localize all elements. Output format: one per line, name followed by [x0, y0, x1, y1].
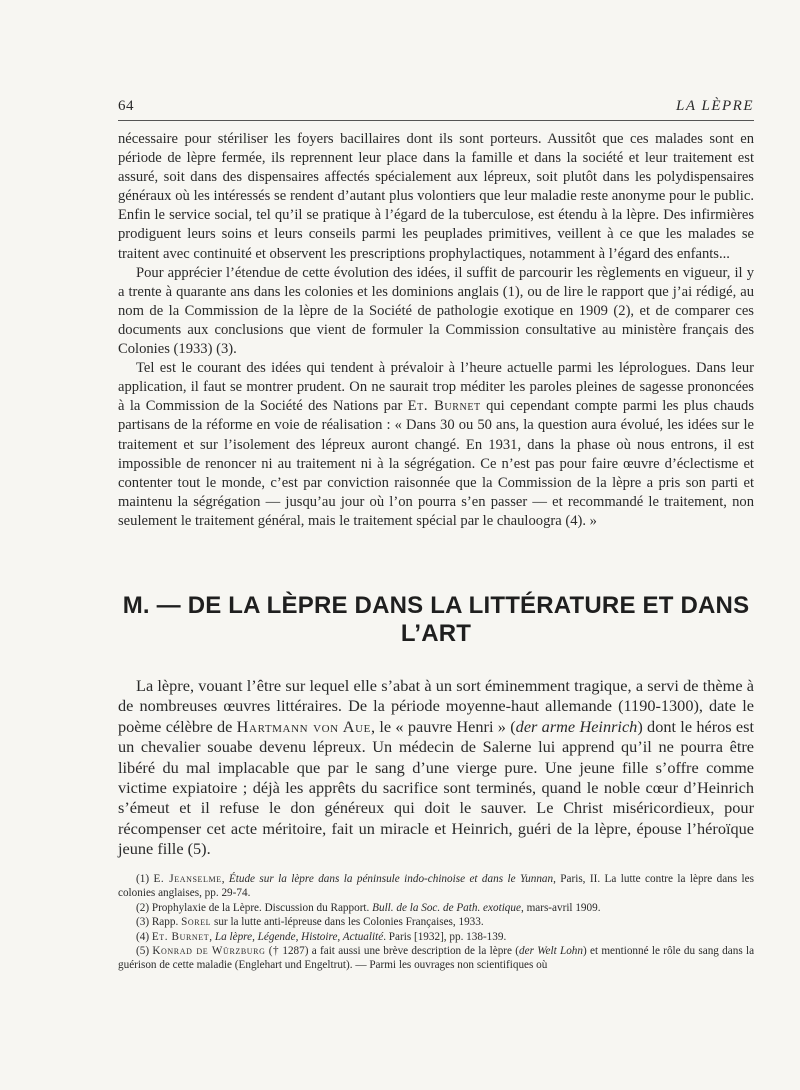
author-name: Et. Burnet [407, 398, 481, 415]
footnote-title: der Welt Lohn [519, 945, 583, 958]
footnote-author: Konrad de Würzburg [152, 945, 266, 958]
footnote-2 [118, 901, 754, 915]
work-title: der arme Heinrich [515, 716, 638, 736]
header-rule [118, 120, 754, 121]
author-name: Hartmann von Aue [236, 716, 371, 736]
footnote-author: Sorel [181, 916, 212, 929]
running-title: LA LÈPRE [676, 98, 754, 114]
footnote-5 [118, 944, 754, 973]
footnote-text: (4) [136, 930, 152, 943]
footnote-title: Étude sur la lèpre dans la péninsule indo-chinoise et dans le Yunnan [228, 873, 554, 885]
footnote-text: († 1287) a fait aussi une brève description de la lèpre ( [265, 945, 520, 958]
page-header [118, 98, 754, 115]
paragraph-text: ) dont le héros est un chevalier souabe devenu lépreux. Un médecin de Salerne lui apprend qu’il ne pourra être libéré du mal implacable que par le sang d’une vierge pure. Une jeune fille s’offre comme victime expiatoire ; déjà les apprêts du sacrifice sont terminés, quand le noble cœur d’Heinrich s’émeut et il refuse le don généreux qui doit le sauver. Le Christ miséricordieux, pour récompenser cet acte méritoire, fait un miracle et Heinrich, guéri de la lèpre, épouse l’héroïque jeune fille (5). [118, 716, 755, 859]
paragraph-text: , le « pauvre Henri » ( [370, 716, 516, 736]
paragraph-courant [118, 359, 754, 531]
footnote-text: , [209, 930, 215, 943]
footnote-text: , Paris, II. La lutte contre la lèpre dans les colonies anglaises, pp. 29-74. [118, 873, 754, 900]
body-text-top [118, 130, 754, 531]
footnote-text: ) et mentionné le rôle du sang dans la guérison de cette maladie (Englehart und Engeltrut). — Parmi les ouvrages non scientifiques où [118, 945, 755, 972]
footnote-number: (1) [136, 873, 154, 885]
paragraph-continued: nécessaire pour stériliser les foyers bacillaires dont ils sont porteurs. Aussitôt que ces malades sont en période de lèpre fermée, ils reprennent leur place dans la famille et dans la société et leur traitement est assuré, soit dans des dispensaires affectés spécialement aux lépreux, soit plutôt dans les polydispensaires généraux où les intéressés se rendent d’autant plus volontiers que leur maladie reste anonyme pour le public. Enfin le service social, tel qu’il se pratique à l’égard de la tuberculose, est étendu à la lèpre. Des infirmières prodiguent leurs soins et leurs conseils parmi les peuplades primitives, veillent à ce que les malades se traitent avec continuité et observent les prescriptions prophylactiques, notamment à l’égard des enfants... [118, 131, 754, 262]
footnote-text: , [221, 873, 229, 885]
footnote-text: . Paris [1932], pp. 138-139. [383, 930, 507, 943]
body-text-literature [118, 676, 754, 860]
footnote-3 [118, 915, 754, 929]
footnote-journal: Bull. de la Soc. de Path. exotique [372, 901, 521, 914]
footnote-title: La lèpre, Légende, Histoire, Actualité [214, 930, 384, 943]
footnote-text: (5) [136, 945, 153, 958]
section-heading: M. — DE LA LÈPRE DANS LA LITTÉRATURE ET DANS L’ART [122, 592, 750, 647]
paragraph-text: qui cependant compte parmi les plus chauds partisans de la réforme en voie de réalisation : « Dans 30 ou 50 ans, la question aura évolué, les idées sur le traitement et sur l’isolement des lépreux auront changé. En 1931, dans la phase où nous entrons, il est impossible de renoncer ni au traitement ni à la ségrégation. Ce n’est pas pour faire œuvre d’éclectisme et contenter tout le monde, c’est par conviction raisonnée que la Commission de la lèpre a pris son parti et maintenu la ségrégation — jusqu’au jour où l’on pourra s’en passer — et recommandé le traitement, non seulement le traitement général, mais le traitement spécial par le chauloogra (4). » [118, 398, 755, 529]
footnotes [118, 872, 754, 973]
footnote-author: E. Jeanselme [153, 873, 222, 885]
footnote-text: (3) Rapp. [136, 916, 182, 929]
footnote-text: , mars-avril 1909. [520, 901, 601, 914]
paragraph-reglements: Pour apprécier l’étendue de cette évolution des idées, il suffit de parcourir les règlements en vigueur, il y a trente à quarante ans dans les colonies et les dominions anglais (1), ou de lire le rapport que j’ai rédigé, au nom de la Commission de la lèpre de la Société de pathologie exotique en 1909 (2), et de comparer ces documents aux conclusions que vient de formuler la Commission consultative au ministère français des Colonies (1933) (3). [118, 264, 754, 358]
footnote-text: (2) Prophylaxie de la Lèpre. Discussion du Rapport. [136, 901, 373, 914]
footnote-1 [118, 872, 754, 901]
page-number: 64 [118, 98, 134, 114]
paragraph-text: La lèpre, vouant l’être sur lequel elle s’abat à un sort éminemment tragique, a servi de thème à de nombreuses œuvres littéraires. De la période moyenne-haut allemande (1190-1300), date le poème célèbre de [118, 676, 754, 736]
footnote-4 [118, 930, 754, 944]
footnote-author: Et. Burnet [151, 930, 210, 943]
paragraph-text: Tel est le courant des idées qui tendent à prévaloir à l’heure actuelle parmi les léprologues. Dans leur application, il faut se montrer prudent. On ne saurait trop méditer les paroles pleines de sagesse prononcées à la Commission de la Société des Nations par [118, 360, 754, 415]
footnote-text: sur la lutte anti-lépreuse dans les Colonies Françaises, 1933. [211, 916, 484, 929]
paragraph-literature [118, 676, 754, 860]
